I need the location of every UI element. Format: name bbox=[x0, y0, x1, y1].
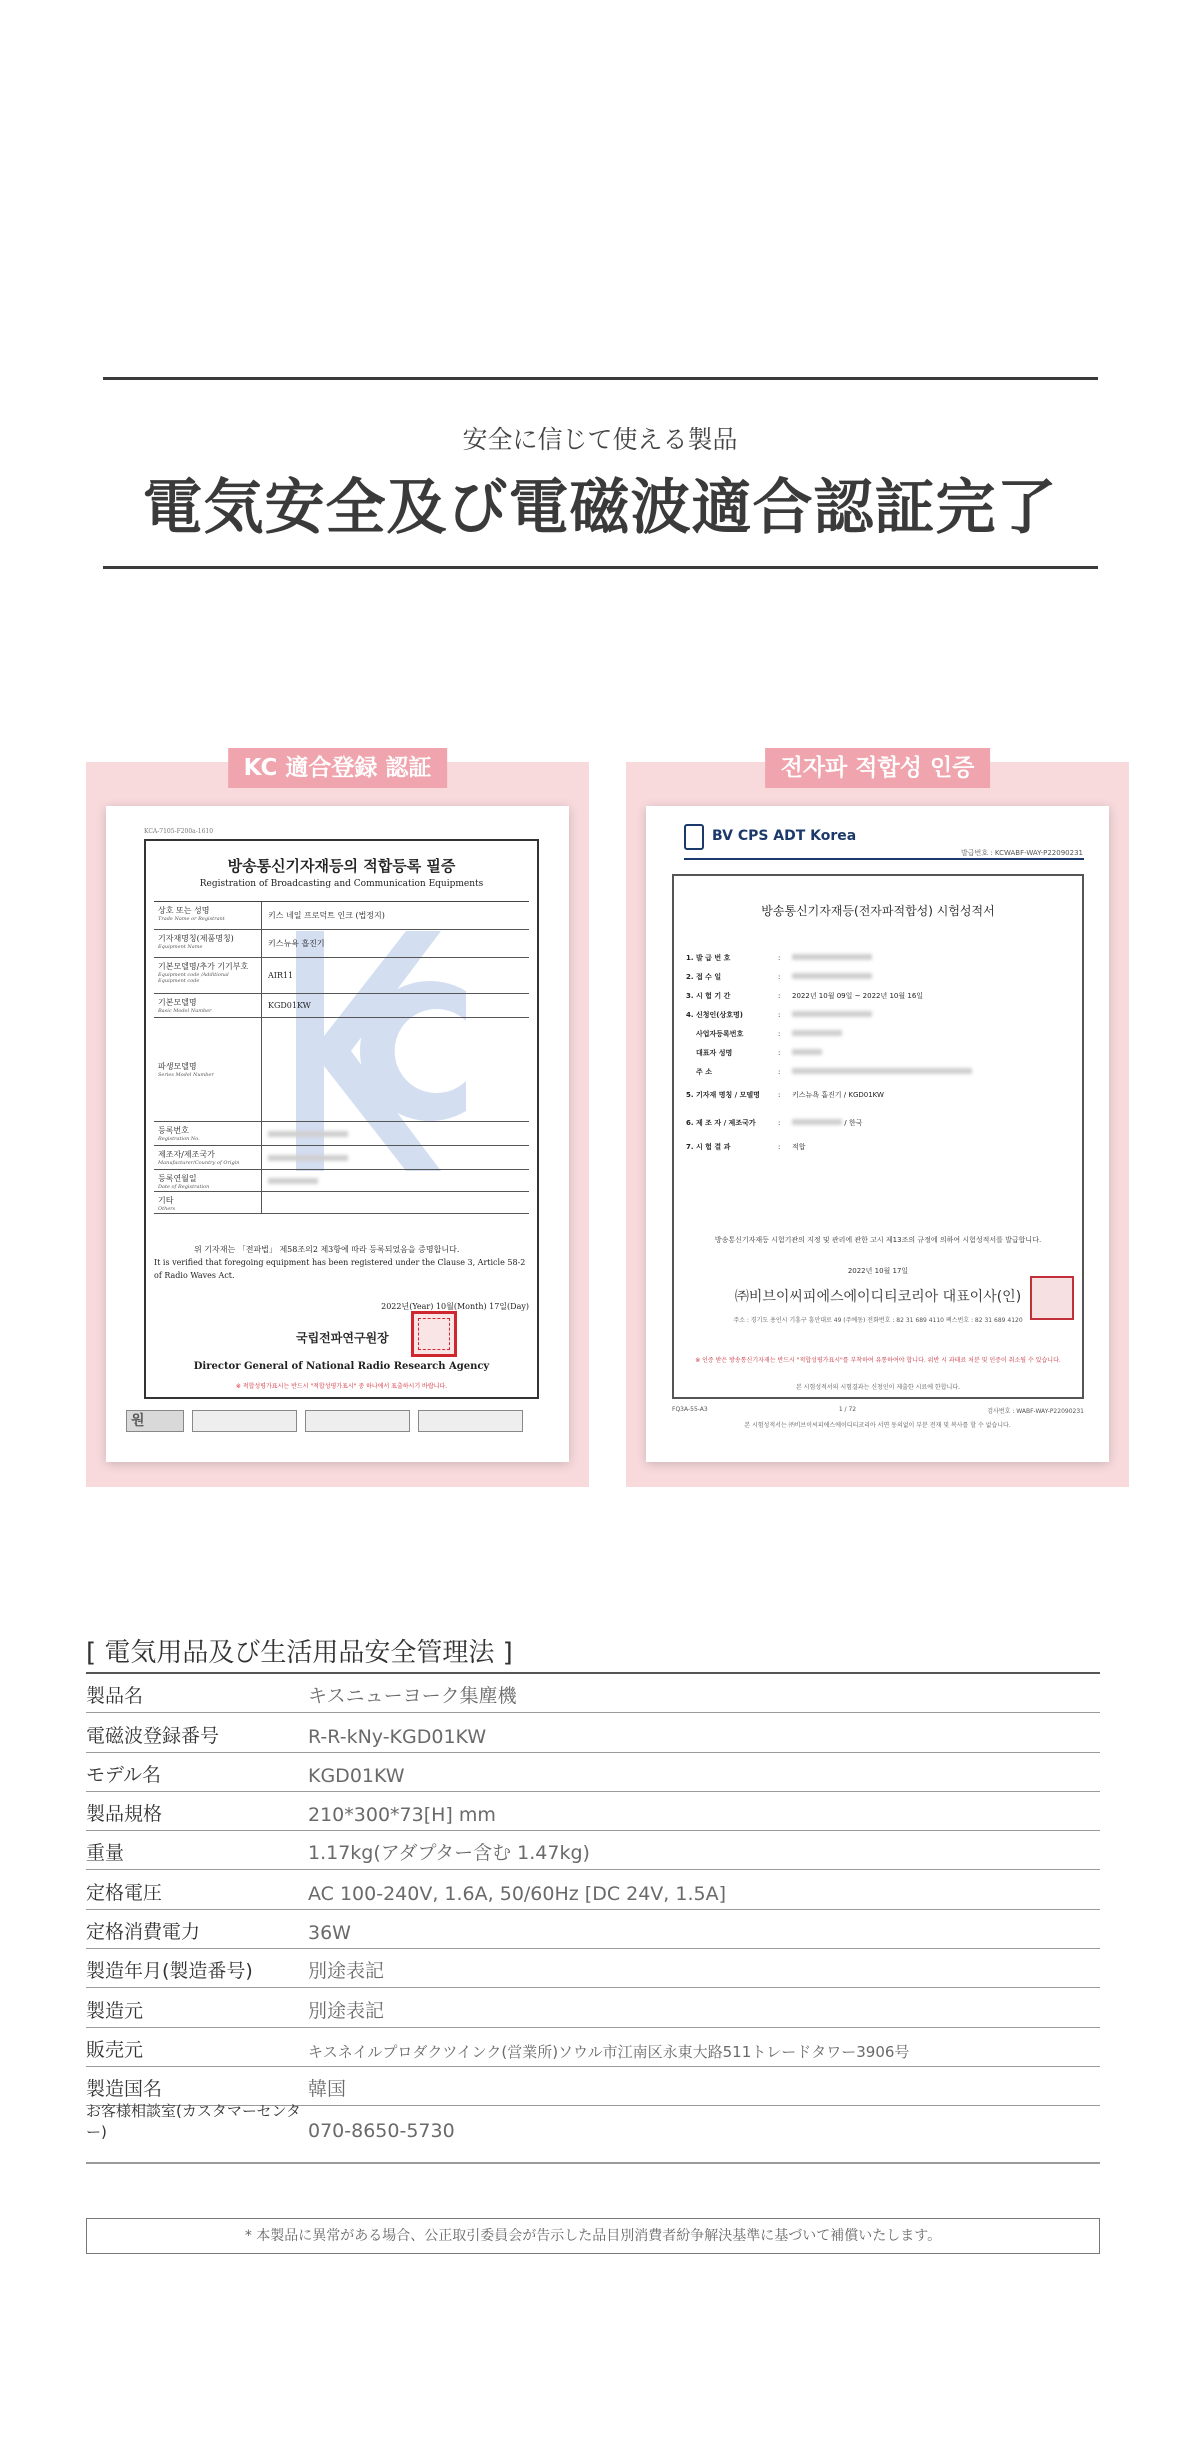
kc-agency: 국립전파연구원장 bbox=[296, 1331, 389, 1345]
spec-key: 製造元 bbox=[86, 1999, 144, 2022]
spec-key: 販売元 bbox=[86, 2038, 144, 2061]
bv-info-list bbox=[686, 948, 1066, 1156]
redacted-value bbox=[792, 1030, 842, 1036]
kc-row-label-en: Series Model Number bbox=[158, 1072, 214, 1078]
kc-row bbox=[154, 994, 529, 1018]
kc-row bbox=[154, 958, 529, 994]
bv-footer-note: 본 시험성적서는 ㈜비브이씨피에스에이디티코리아 서면 동의없이 부분 전재 및 복사를 할 수 없습니다. bbox=[744, 1422, 1011, 1429]
bv-cert-tag: 전자파 적합성 인증 bbox=[765, 748, 991, 788]
kc-cert-panel bbox=[86, 755, 589, 1487]
company-seal-icon bbox=[1030, 1276, 1074, 1320]
kc-heading-en: Registration of Broadcasting and Communication Equipments bbox=[199, 879, 484, 889]
redacted-value bbox=[792, 973, 872, 979]
redacted-value bbox=[268, 1131, 348, 1137]
spec-row bbox=[86, 1831, 1100, 1870]
spec-value: キスニューヨーク集塵機 bbox=[308, 1685, 517, 1708]
kc-info-table bbox=[154, 901, 529, 1214]
kc-row-label-en: Manufacturer/Country of Origin bbox=[158, 1160, 240, 1166]
bv-footer-page: 1 / 72 bbox=[838, 1406, 857, 1413]
kc-row-label-en: Equipment code /Additional Equipment code bbox=[158, 972, 229, 984]
bv-row-value: 키스뉴욕 흡진기 / KGD01KW bbox=[792, 1091, 884, 1099]
redacted-value bbox=[792, 1011, 872, 1017]
spec-value: R-R-kNy-KGD01KW bbox=[308, 1725, 487, 1748]
bv-law-text: 방송통신기자재등 시험기관의 지정 및 관리에 관한 고시 제13조의 규정에 의하여 시험성적서를 발급합니다. bbox=[714, 1236, 1042, 1244]
kc-row-label: 기본모델명 bbox=[158, 998, 197, 1007]
bv-title: 방송통신기자재등(전자파적합성) 시험성적서 bbox=[761, 904, 995, 918]
bv-company-header: BV CPS ADT Korea bbox=[712, 828, 857, 844]
spec-value: 韓国 bbox=[308, 2078, 347, 2101]
kc-frame bbox=[144, 839, 539, 1399]
kc-row bbox=[154, 1192, 529, 1214]
kc-row bbox=[154, 1170, 529, 1192]
kc-row-label-en: Equipment Name bbox=[158, 944, 203, 950]
bv-footer-left: FQ3A-55-A3 bbox=[672, 1406, 708, 1413]
spec-key: 定格電圧 bbox=[86, 1881, 163, 1904]
spec-bottom-line bbox=[86, 2162, 1100, 2164]
revenue-stamp bbox=[305, 1410, 410, 1432]
spec-key: 製造年月(製造番号) bbox=[86, 1960, 253, 1983]
spec-value: KGD01KW bbox=[308, 1764, 405, 1787]
bv-frame bbox=[672, 874, 1084, 1399]
kc-cert-tag: KC 適合登録 認証 bbox=[228, 748, 448, 788]
kc-row-label-en: Others bbox=[158, 1206, 176, 1212]
bottom-divider bbox=[103, 566, 1098, 569]
kc-note: ※ 적합성평가표시는 반드시 "적합성평가표시" 중 하나에서 표출하시기 바랍니다. bbox=[235, 1383, 448, 1390]
spec-row bbox=[86, 1674, 1100, 1713]
kc-heading: 방송통신기자재등의 적합등록 필증 bbox=[227, 857, 456, 875]
bv-cert-panel bbox=[626, 755, 1129, 1487]
bv-row-key: 대표자 성명 bbox=[696, 1048, 733, 1057]
kc-footer-mark: 원 bbox=[126, 1410, 184, 1432]
kc-certificate-document bbox=[106, 806, 569, 1462]
bv-date: 2022년 10월 17일 bbox=[847, 1267, 909, 1275]
bv-header-line bbox=[684, 858, 1084, 860]
spec-key: 定格消費電力 bbox=[86, 1921, 201, 1944]
spec-row bbox=[86, 1988, 1100, 2027]
bv-footer bbox=[672, 1406, 1084, 1415]
bv-row-key: 5. 기자재 명칭 / 모델명 bbox=[686, 1091, 760, 1099]
kc-row-label: 제조자/제조국가 bbox=[158, 1150, 215, 1159]
kc-row-label: 기타 bbox=[158, 1196, 174, 1205]
spec-value: AC 100-240V, 1.6A, 50/60Hz [DC 24V, 1.5A] bbox=[308, 1882, 727, 1905]
kc-footer-stamps bbox=[126, 1410, 556, 1432]
redacted-value bbox=[792, 1049, 822, 1055]
spec-value: 36W bbox=[308, 1922, 351, 1945]
bv-row-key: 6. 제 조 자 / 제조국가 bbox=[686, 1119, 756, 1127]
spec-row bbox=[86, 1870, 1100, 1909]
kc-row-label: 파생모델명 bbox=[158, 1062, 197, 1071]
bv-row-key: 4. 신청인(상호명) bbox=[686, 1010, 743, 1019]
page-subtitle: 安全に信じて使える製品 bbox=[462, 425, 738, 454]
kc-date: 2022년(Year) 10월(Month) 17일(Day) bbox=[381, 1302, 529, 1311]
bv-row: 6. 제 조 자 / 제조국가 : / 한국 bbox=[686, 1119, 863, 1127]
bv-address: 주소 : 경기도 용인시 기흥구 흥안대로 49 (주예동) 전화번호 : 82 31 689 4110 팩스번호 : 82 31 689 4120 bbox=[733, 1317, 1023, 1324]
spec-value: 1.17kg(アダプター含む 1.47kg) bbox=[308, 1842, 590, 1865]
spec-row bbox=[86, 1949, 1100, 1988]
bv-doc-number: 발급번호 : KCWABF-WAY-P22090231 bbox=[961, 849, 1083, 857]
spec-row bbox=[86, 1910, 1100, 1949]
spec-row bbox=[86, 1713, 1100, 1752]
kc-row bbox=[154, 930, 529, 958]
spec-row bbox=[86, 1792, 1100, 1831]
kc-row-value: AIR11 bbox=[268, 971, 294, 980]
bv-row: 3. 시 험 기 간 : 2022년 10월 09일 ~ 2022년 10월 16일 bbox=[686, 986, 1066, 1005]
kc-statement bbox=[154, 1243, 529, 1282]
kc-row-value: KGD01KW bbox=[268, 1001, 311, 1010]
spec-value: 別途表記 bbox=[308, 1960, 385, 1983]
kc-row-value: 키스 네일 프로덕트 인크 (법정지) bbox=[268, 911, 385, 920]
spec-key: 製品規格 bbox=[86, 1803, 163, 1826]
top-divider bbox=[103, 377, 1098, 380]
bv-row-key: 3. 시 험 기 간 bbox=[686, 991, 731, 1000]
spec-value: 070-8650-5730 bbox=[308, 2119, 455, 2142]
spec-section-title: [ 電気用品及び生活用品安全管理法 ] bbox=[86, 1638, 513, 1668]
kc-row bbox=[154, 902, 529, 930]
spec-key: 製造国名 bbox=[86, 2078, 163, 2101]
redacted-value bbox=[792, 954, 872, 960]
kc-row-label: 등록번호 bbox=[158, 1126, 189, 1135]
bureau-veritas-logo-icon bbox=[684, 824, 704, 850]
redacted-value bbox=[792, 1119, 842, 1125]
spec-row bbox=[86, 2028, 1100, 2067]
bv-row-key: 1. 발 급 번 호 bbox=[686, 953, 731, 962]
spec-row bbox=[86, 1753, 1100, 1792]
bv-row-value: 2022년 10월 09일 ~ 2022년 10월 16일 bbox=[792, 991, 924, 1000]
compensation-notice: * 本製品に異常がある場合、公正取引委員会が告示した品目別消費者紛争解決基準に基づいて補償いたします。 bbox=[86, 2218, 1100, 2254]
bv-row-value: / 한국 bbox=[844, 1119, 863, 1127]
redacted-value bbox=[792, 1068, 972, 1074]
bv-row-key: 7. 시 험 결 과 bbox=[686, 1142, 731, 1151]
official-seal-icon bbox=[411, 1311, 457, 1357]
kc-row-label: 상호 또는 성명 bbox=[158, 906, 210, 915]
redacted-value bbox=[268, 1178, 318, 1184]
spec-key: 電磁波登録番号 bbox=[86, 1724, 220, 1747]
revenue-stamp bbox=[418, 1410, 523, 1432]
bv-row: 주 소 : bbox=[686, 1062, 1066, 1081]
spec-key: モデル名 bbox=[86, 1763, 162, 1786]
kc-row-value bbox=[262, 1018, 529, 1121]
spec-table bbox=[86, 1674, 1100, 2146]
bv-warning: ※ 인증 받은 방송통신기자재는 반드시 "적합성평가표시"를 부착하여 유통하여야 합니다. 위반 시 과태료 처분 및 인증이 취소될 수 있습니다. bbox=[695, 1357, 1061, 1364]
kc-statement-kr: 위 기자재는 「전파법」 제58조의2 제3항에 따라 등록되었음을 증명합니다. bbox=[194, 1245, 460, 1254]
bv-row: 사업자등록번호 : bbox=[686, 1024, 1066, 1043]
bv-row: 1. 발 급 번 호 : bbox=[686, 948, 1066, 967]
kc-row-value bbox=[262, 1192, 529, 1213]
spec-value: キスネイルプロダクツインク(営業所)ソウル市江南区永東大路511トレードタワー3906号 bbox=[308, 2042, 910, 2061]
kc-row-value: 키스뉴욕 흡진기 bbox=[268, 939, 325, 948]
kc-row-label-en: Trade Name or Registrant bbox=[158, 916, 225, 922]
page-title: 電気安全及び電磁波適合認証完了 bbox=[142, 473, 1058, 543]
bv-report-document bbox=[646, 806, 1109, 1462]
bv-row: 4. 신청인(상호명) : bbox=[686, 1005, 1066, 1024]
kc-row-label: 기본모델명/추가 기기부호 bbox=[158, 962, 249, 971]
spec-row bbox=[86, 2101, 1100, 2145]
bv-row: 2. 접 수 일 : bbox=[686, 967, 1066, 986]
bv-company-sign: ㈜비브이씨피에스에이디티코리아 대표이사(인) bbox=[734, 1289, 1022, 1305]
bv-warning-2: 본 시험성적서의 시험결과는 신청인이 제출한 시료에 한합니다. bbox=[795, 1384, 961, 1391]
kc-row-label-en: Basic Model Number bbox=[158, 1008, 212, 1014]
spec-key: お客様相談室(カスタマーセンター) bbox=[86, 2101, 301, 2141]
bv-row-key: 2. 접 수 일 bbox=[686, 972, 722, 981]
bv-row: 대표자 성명 : bbox=[686, 1043, 1066, 1062]
revenue-stamp bbox=[192, 1410, 297, 1432]
bv-row-key: 사업자등록번호 bbox=[696, 1029, 744, 1038]
bv-row-key: 주 소 bbox=[696, 1067, 712, 1076]
bv-footer-right: 검사번호 : WABF-WAY-P22090231 bbox=[987, 1408, 1084, 1415]
kc-row-label: 등록연월일 bbox=[158, 1174, 197, 1183]
spec-value: 210*300*73[H] mm bbox=[308, 1804, 496, 1827]
bv-row: 7. 시 험 결 과 : 적합 bbox=[686, 1137, 1066, 1156]
bv-row: 5. 기자재 명칭 / 모델명 : 키스뉴욕 흡진기 / KGD01KW bbox=[686, 1081, 1066, 1109]
kc-agency-en: Director General of National Radio Research Agency bbox=[193, 1361, 490, 1372]
kc-statement-en: It is verified that foregoing equipment has been registered under the Clause 3, Article 58-2 of Radio Waves Act. bbox=[154, 1258, 526, 1280]
spec-key: 製品名 bbox=[86, 1685, 144, 1708]
kc-row bbox=[154, 1122, 529, 1146]
kc-form-number: KCA-7105-F200a-1610 bbox=[144, 828, 214, 835]
bv-row-value: 적합 bbox=[792, 1142, 806, 1151]
spec-value: 別途表記 bbox=[308, 1999, 385, 2022]
kc-row bbox=[154, 1146, 529, 1170]
kc-row-label-en: Registration No. bbox=[158, 1136, 200, 1142]
spec-key: 重量 bbox=[86, 1842, 125, 1865]
kc-row bbox=[154, 1018, 529, 1122]
kc-row-label-en: Date of Registration bbox=[158, 1184, 210, 1190]
kc-row-label: 기자재명칭(제품명칭) bbox=[158, 934, 234, 943]
redacted-value bbox=[268, 1155, 348, 1161]
